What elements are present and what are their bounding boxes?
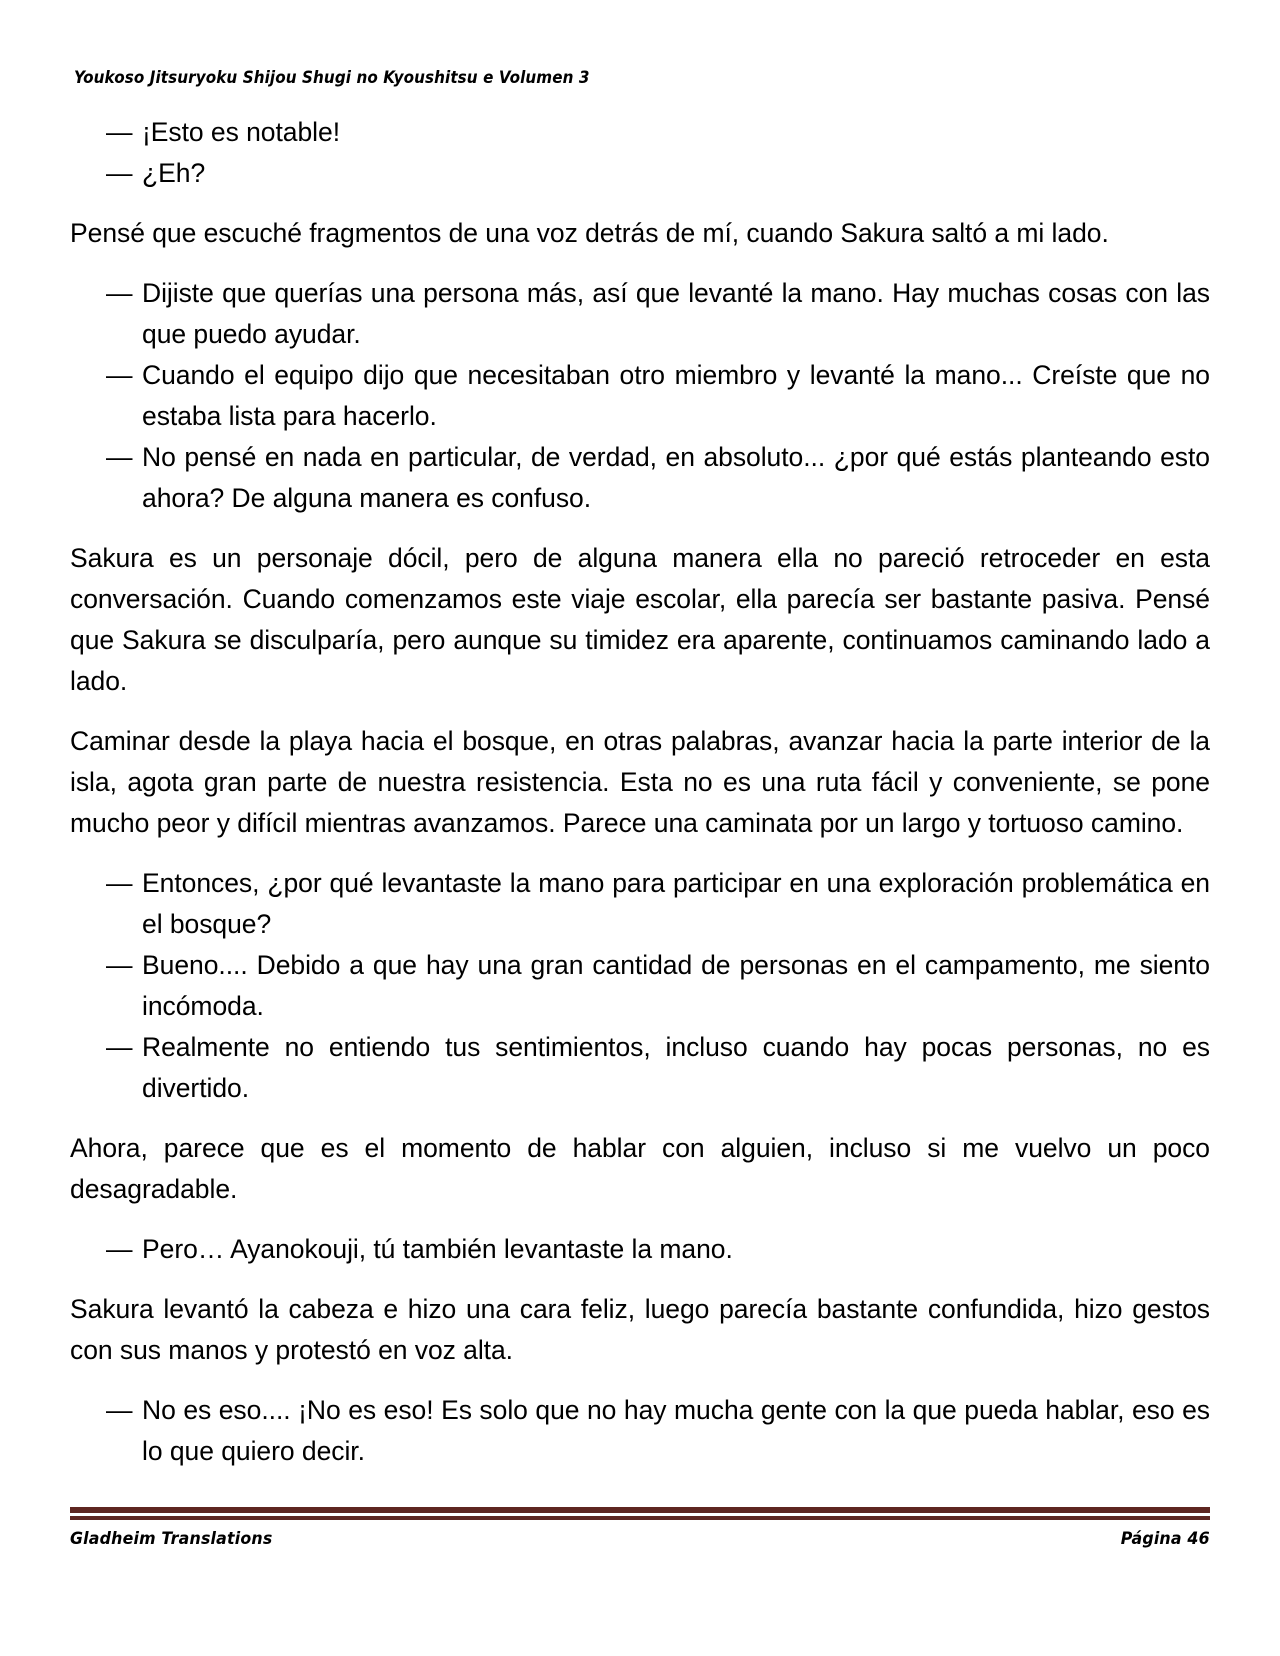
dialogue-list — [70, 863, 1210, 1109]
em-dash-marker: — — [106, 1032, 133, 1062]
paragraph: Sakura es un personaje dócil, pero de alguna manera ella no pareció retroceder en esta conversación. Cuando comenzamos este viaje escolar, ella parecía ser bastante pasiva. Pensé que Sakura se disculparía, pero aunque su timidez era aparente, continuamos caminando lado a lado. — [70, 543, 1210, 696]
footer-row — [70, 1529, 1210, 1549]
footer-page-label: Página 46 — [1120, 1529, 1210, 1549]
dialogue-text: Cuando el equipo dijo que necesitaban otro miembro y levanté la mano... Creíste que no estaba lista para hacerlo. — [142, 360, 1210, 431]
dialogue-text: ¡Esto es notable! — [142, 117, 341, 147]
dialogue-text: Pero… Ayanokouji, tú también levantaste la mano. — [142, 1234, 733, 1264]
dialogue-text: Dijiste que querías una persona más, así que levanté la mano. Hay muchas cosas con las que puedo ayudar. — [142, 278, 1210, 349]
footer-rule-thin — [70, 1516, 1210, 1520]
em-dash-marker: — — [106, 868, 133, 898]
body-content — [70, 112, 1210, 1491]
dialogue-list — [70, 273, 1210, 519]
dialogue-text: Realmente no entiendo tus sentimientos, incluso cuando hay pocas personas, no es divertido. — [142, 1032, 1210, 1103]
em-dash-marker: — — [106, 360, 133, 390]
dialogue-line — [70, 153, 1210, 194]
footer-translator-credit: Gladheim Translations — [70, 1529, 273, 1549]
header-title: Youkoso Jitsuryoku Shijou Shugi no Kyoushitsu e Volumen 3 — [74, 68, 590, 87]
dialogue-line — [70, 945, 1210, 1027]
dialogue-line — [70, 437, 1210, 519]
paragraph: Sakura levantó la cabeza e hizo una cara feliz, luego parecía bastante confundida, hizo gestos con sus manos y protestó en voz alta. — [70, 1294, 1210, 1365]
dialogue-text: No pensé en nada en particular, de verdad, en absoluto... ¿por qué estás planteando esto ahora? De alguna manera es confuso. — [142, 442, 1210, 513]
em-dash-marker: — — [106, 158, 133, 188]
em-dash-marker: — — [106, 278, 133, 308]
dialogue-text: Entonces, ¿por qué levantaste la mano para participar en una exploración problemática en el bosque? — [142, 868, 1210, 939]
dialogue-list — [70, 1390, 1210, 1472]
dialogue-line — [70, 863, 1210, 945]
em-dash-marker: — — [106, 442, 133, 472]
dialogue-line — [70, 1027, 1210, 1109]
paragraph: Ahora, parece que es el momento de hablar con alguien, incluso si me vuelvo un poco desagradable. — [70, 1133, 1210, 1204]
dialogue-line — [70, 273, 1210, 355]
dialogue-line — [70, 1390, 1210, 1472]
running-header — [74, 68, 1206, 94]
dialogue-line — [70, 355, 1210, 437]
em-dash-marker: — — [106, 1234, 133, 1264]
paragraph: Caminar desde la playa hacia el bosque, en otras palabras, avanzar hacia la parte interior de la isla, agota gran parte de nuestra resistencia. Esta no es una ruta fácil y conveniente, se pone mucho peor y difícil mientras avanzamos. Parece una caminata por un largo y tortuoso camino. — [70, 726, 1210, 838]
dialogue-line — [70, 112, 1210, 153]
em-dash-marker: — — [106, 117, 133, 147]
dialogue-list — [70, 112, 1210, 194]
paragraph: Pensé que escuché fragmentos de una voz detrás de mí, cuando Sakura saltó a mi lado. — [70, 218, 1109, 248]
dialogue-line — [70, 1229, 1210, 1270]
em-dash-marker: — — [106, 950, 133, 980]
dialogue-text: No es eso.... ¡No es eso! Es solo que no hay mucha gente con la que pueda hablar, eso es lo que quiero decir. — [142, 1395, 1210, 1466]
dialogue-list — [70, 1229, 1210, 1270]
dialogue-text: Bueno.... Debido a que hay una gran cantidad de personas en el campamento, me siento incómoda. — [142, 950, 1210, 1021]
page-footer — [70, 1507, 1210, 1549]
dialogue-text: ¿Eh? — [142, 158, 206, 188]
em-dash-marker: — — [106, 1395, 133, 1425]
